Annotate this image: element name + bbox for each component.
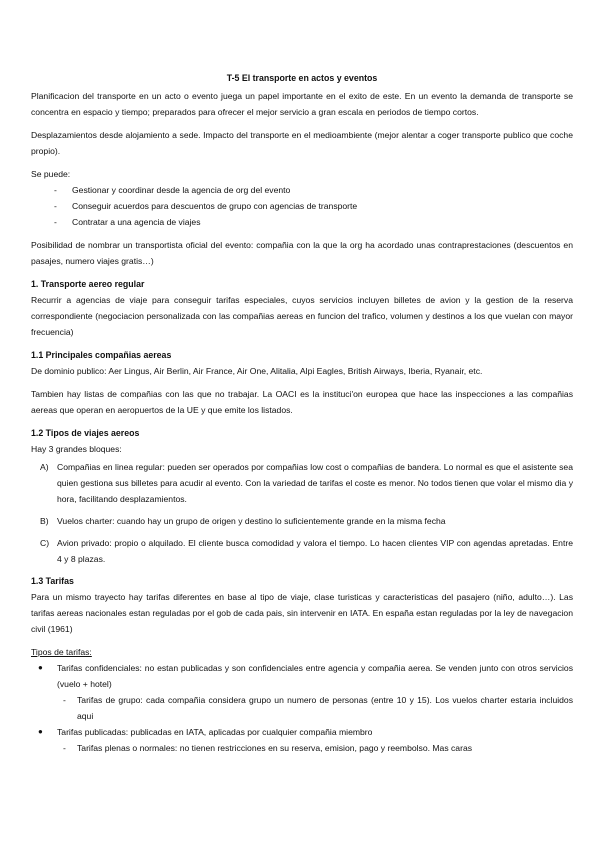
list-item: C) Avion privado: propio o alquilado. El cliente busca comodidad y valora el tiempo. Lo hacen clientes VIP con agendas apretadas. Entre 4 y 8 plazas. (40, 538, 573, 564)
list-item: ● Tarifas confidenciales: no estan publicadas y son confidenciales entre agencia y compañia aerea. Se venden junto con otros servicios (vuelo + hotel) - Tarifas de grupo: cada compañia considera grupo un numero de personas (entre 10 y 15). Los vuelos charter estaria incluidos aqui (31, 660, 573, 724)
list-item: ● Tarifas publicadas: publicadas en IATA, aplicadas por cualquier compañia miembro - Tarifas plenas o normales: no tienen restricciones en su reserva, emision, pago y reembolso. Mas caras (31, 724, 573, 756)
intro-paragraph: Desplazamientos desde alojamiento a sede. Impacto del transporte en el medioambiente (mejor alentar a coger transporte publico que coche propio). (31, 130, 573, 156)
dash-marker: - (54, 185, 57, 195)
section-heading: 1.3 Tarifas (31, 576, 74, 586)
page-title: T-5 El transporte en actos y eventos (226, 73, 378, 83)
list-item: - Contratar a una agencia de viajes (31, 214, 573, 230)
sub-list-item: - Tarifas de grupo: cada compañia considera grupo un numero de personas (entre 10 y 15). Los vuelos charter estaria incluidos aqui (63, 695, 573, 721)
sub-list-item: - Tarifas plenas o normales: no tienen restricciones en su reserva, emision, pago y reembolso. Mas caras (63, 743, 473, 753)
section-text: De dominio publico: Aer Lingus, Air Berlin, Air France, Air One, Alitalia, Alpi Eagles, British Airways, Iberia, Ryanair, etc. (31, 366, 483, 376)
tarifas-list (31, 660, 573, 756)
viajes-list (31, 459, 573, 567)
document-page (31, 70, 573, 756)
list-item: A) Compañias en linea regular: pueden ser operados por compañias low cost o compañias de bandera. Lo normal es que el asistente sea quien gestiona sus billetes para acudir al evento. Con la variedad de tarifas el coste es menor. No todos tienen que volar el mismo dia y hora, facilitando desplazamientos. (40, 462, 573, 504)
sub-list (57, 740, 573, 756)
section-text: Tambien hay listas de compañias con las que no trabajar. La OACI es la instituci'on europea que hace las inspecciones a las compañias aereas que operan en aeropuertos de la UE y que emite los listados. (31, 389, 573, 415)
list-item: - Gestionar y coordinar desde la agencia de org del evento (31, 182, 573, 198)
section-text: Para un mismo trayecto hay tarifas diferentes en base al tipo de viaje, clase turisticas y caracteristicas del pasajero (niño, adulto…). Las tarifas aereas nacionales estan reguladas por el gob de cada pais, sin intervenir en IATA. En españa estan reguladas por la ley de navegacion civil (1961) (31, 592, 573, 634)
section-text: Recurrir a agencias de viaje para conseguir tarifas especiales, cuyos servicios incluyen billetes de avion y la gestion de la reserva correspondiente (negociacion personalizada con las compañias aereas en funcion del trafico, volumen y destinos a los que vuelan con mayor frecuencia) (31, 295, 573, 337)
section-heading: 1.2 Tipos de viajes aereos (31, 428, 140, 438)
bullet-marker: ● (38, 727, 43, 736)
dash-marker: - (54, 201, 57, 211)
list-item: - Conseguir acuerdos para descuentos de grupo con agencias de transporte (31, 198, 573, 214)
list-item: B) Vuelos charter: cuando hay un grupo de origen y destino lo suficientemente grande en la misma fecha (40, 516, 446, 526)
section-heading: 1.1 Principales compañias aereas (31, 350, 172, 360)
intro-paragraph: Se puede: (31, 169, 71, 179)
dash-marker: - (54, 217, 57, 227)
section-heading: 1. Transporte aereo regular (31, 279, 145, 289)
intro-paragraph: Planificacion del transporte en un acto o evento juega un papel importante en el exito de este. En un evento la demanda de transporte se concentra en espacio y tiempo; preparados para ofrecer el mejor servicio a gran escala en periodos de tiempo cortos. (31, 91, 573, 117)
bullet-marker: ● (38, 663, 43, 672)
se-puede-list (31, 182, 573, 230)
sub-list (57, 692, 573, 724)
section-text: Hay 3 grandes bloques: (31, 444, 122, 454)
subheading-tipos-tarifas: Tipos de tarifas: (31, 647, 92, 657)
posibilidad-paragraph: Posibilidad de nombrar un transportista oficial del evento: compañia con la que la org ha acordado unas contraprestaciones (descuentos en pasajes, numero viajes gratis…) (31, 240, 573, 266)
